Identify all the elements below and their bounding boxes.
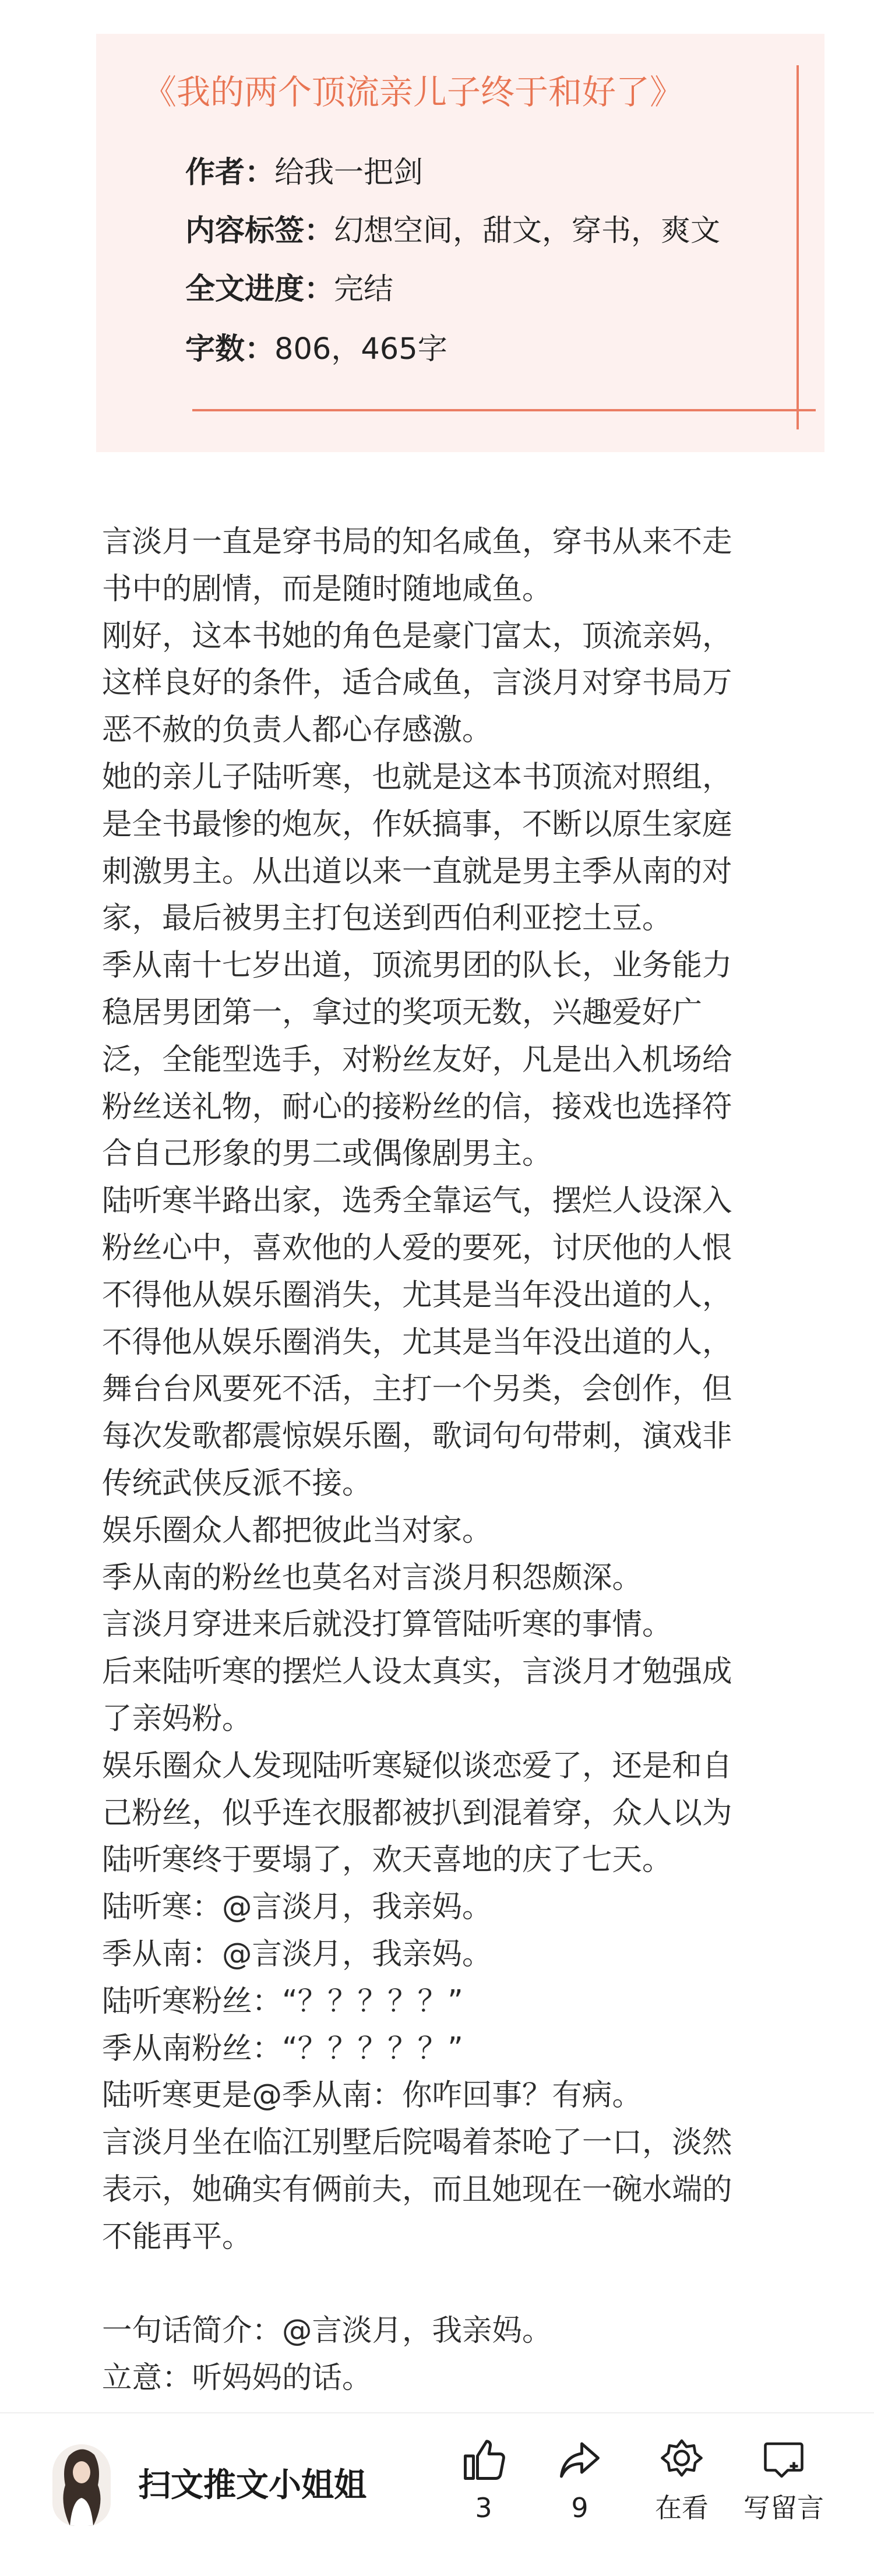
article-paragraph: 言淡月穿进来后就没打算管陆听寒的事情。 (102, 1607, 672, 1643)
share-button[interactable] (533, 2430, 626, 2546)
author-name[interactable]: 扫文推文小姐姐 (138, 2466, 366, 2504)
article-paragraph: 刚好，这本书她的角色是豪门富太，顶流亲妈， 这样良好的条件，适合咸鱼，言淡月对穿书局万 恶不赦的负责人都心存感激。 (102, 618, 732, 748)
article-paragraph: 季从南的粉丝也莫名对言淡月积怨颇深。 (102, 1560, 643, 1595)
meta-wordcount-value: 806，465字 (274, 332, 447, 367)
article-paragraph: 陆听寒更是@季从南：你咋回事？有病。 (102, 2078, 643, 2113)
article-body (102, 519, 790, 2402)
meta-wordcount-label: 字数： (185, 332, 275, 367)
article-summary: 一句话简介：@言淡月，我亲妈。 (102, 2313, 552, 2349)
article-theme: 立意：听妈妈的话。 (102, 2360, 372, 2396)
share-count: 9 (571, 2492, 588, 2524)
meta-tags-row (185, 211, 720, 252)
footer-divider (0, 2412, 874, 2413)
card-decoration-vertical-line (797, 65, 799, 429)
meta-progress-label: 全文进度： (185, 272, 334, 306)
article-paragraph: 娱乐圈众人都把彼此当对家。 (102, 1513, 492, 1548)
meta-author-row (185, 153, 423, 193)
meta-author-label: 作者： (185, 156, 275, 190)
article-paragraph: 陆听寒：@言淡月，我亲妈。 (102, 1890, 492, 1925)
like-count: 3 (475, 2492, 492, 2524)
comment-button[interactable] (737, 2430, 830, 2546)
like-button[interactable] (437, 2430, 530, 2546)
view-button[interactable] (635, 2430, 728, 2546)
paragraph-spacer (102, 2260, 790, 2307)
share-arrow-icon (555, 2436, 604, 2485)
view-label: 在看 (655, 2492, 709, 2524)
card-decoration-horizontal-line (192, 409, 816, 411)
article-paragraph: 季从南：@言淡月，我亲妈。 (102, 1936, 492, 1972)
meta-tags-label: 内容标签： (185, 214, 334, 248)
article-paragraph: 她的亲儿子陆听寒，也就是这本书顶流对照组， 是全书最惨的炮灰，作妖搞事，不断以原生家庭 刺激男主。从出道以来一直就是男主季从南的对 家，最后被男主打包送到西伯利亚挖土豆。 (102, 759, 732, 936)
article-paragraph: 季从南粉丝：“？？？？？” (102, 2031, 463, 2066)
article-paragraph: 娱乐圈众人发现陆听寒疑似谈恋爱了，还是和自 己粉丝，似乎连衣服都被扒到混着穿，众人以为 陆听寒终于要塌了，欢天喜地的庆了七天。 (102, 1748, 732, 1878)
avatar-portrait-icon (52, 2444, 111, 2526)
article-paragraph: 陆听寒粉丝：“？？？？？” (102, 1983, 463, 2019)
article-paragraph: 言淡月一直是穿书局的知名咸鱼，穿书从来不走 书中的剧情，而是随时随地咸鱼。 (102, 524, 732, 607)
meta-wordcount-row (185, 329, 447, 370)
home-indicator (0, 2561, 874, 2576)
comment-plus-icon (759, 2436, 808, 2485)
meta-author-value: 给我一把剑 (274, 156, 424, 190)
article-paragraph: 后来陆听寒的摆烂人设太真实，言淡月才勉强成 了亲妈粉。 (102, 1654, 732, 1736)
book-title: 《我的两个顶流亲儿子终于和好了》 (143, 72, 684, 112)
comment-label: 写留言 (743, 2492, 824, 2524)
meta-tags-value: 幻想空间，甜文，穿书，爽文 (334, 214, 721, 248)
meta-progress-row (185, 269, 393, 310)
meta-progress-value: 完结 (334, 272, 394, 306)
article-paragraph: 陆听寒半路出家，选秀全靠运气，摆烂人设深入 粉丝心中，喜欢他的人爱的要死，讨厌他的人恨 不得他从娱乐圈消失，尤其是当年没出道的人， 不得他从娱乐圈消失，尤其是当年没出道的人， 舞台台风要死不活，主打一个另类，会创作，但 每次发歌都震惊娱乐圈，歌词句句带刺，演戏非 传统武侠反派不接。 (102, 1183, 732, 1501)
author-avatar[interactable] (52, 2444, 111, 2526)
article-paragraph: 季从南十七岁出道，顶流男团的队长，业务能力 稳居男团第一，拿过的奖项无数，兴趣爱好广 泛，全能型选手，对粉丝友好，凡是出入机场给 粉丝送礼物，耐心的接粉丝的信，接戏也选择符 合自己形象的男二或偶像剧男主。 (102, 948, 732, 1172)
wow-icon (657, 2436, 706, 2485)
thumbs-up-icon (459, 2436, 508, 2485)
article-paragraph: 言淡月坐在临江别墅后院喝着茶呛了一口，淡然 表示，她确实有俩前夫，而且她现在一碗水端的 不能再平。 (102, 2125, 732, 2254)
